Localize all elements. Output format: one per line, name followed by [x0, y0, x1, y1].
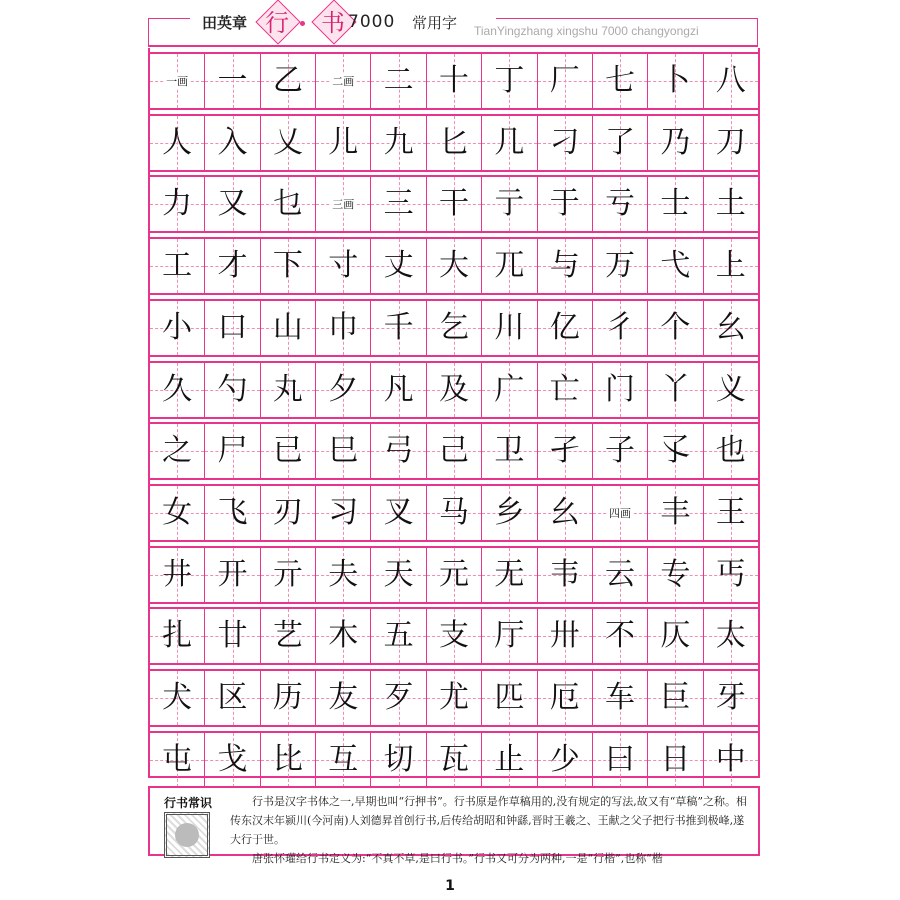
title-char-shu: 书	[321, 9, 345, 37]
calligraphy-character: 刁	[549, 124, 580, 160]
grid-cell	[261, 54, 316, 108]
calligraphy-character: 井	[162, 556, 193, 592]
calligraphy-character: 万	[605, 248, 636, 284]
calligraphy-character: 曰	[605, 741, 636, 777]
grid-cell	[482, 424, 537, 478]
calligraphy-character: 不	[605, 618, 636, 654]
calligraphy-character: 丈	[383, 248, 414, 284]
grid-cell	[261, 363, 316, 417]
grid-cell	[538, 363, 593, 417]
seal-emblem-icon	[164, 812, 210, 858]
calligraphy-character: 及	[438, 371, 469, 407]
grid-cell	[538, 301, 593, 355]
grid-cell	[261, 671, 316, 725]
grid-cell	[593, 54, 648, 108]
grid-cell	[371, 548, 426, 602]
character-count: 7000	[348, 12, 396, 32]
grid-cell	[482, 548, 537, 602]
grid-cell	[150, 177, 205, 231]
calligraphy-character: 中	[715, 741, 746, 777]
calligraphy-character: 支	[438, 618, 469, 654]
grid-cell	[593, 116, 648, 170]
grid-row	[150, 484, 758, 542]
page-number: 1	[445, 878, 455, 894]
grid-cell	[316, 486, 371, 540]
grid-cell	[538, 424, 593, 478]
calligraphy-character: 丐	[715, 556, 746, 592]
calligraphy-character: 凡	[383, 371, 414, 407]
calligraphy-character: 又	[217, 186, 248, 222]
grid-cell	[648, 671, 703, 725]
calligraphy-character: 与	[549, 248, 580, 284]
grid-cell	[593, 486, 648, 540]
grid-cell	[371, 486, 426, 540]
grid-cell	[648, 116, 703, 170]
grid-cell	[371, 671, 426, 725]
grid-cell	[482, 116, 537, 170]
header-rule-left-vertical	[148, 18, 149, 46]
calligraphy-character: 川	[494, 309, 525, 345]
calligraphy-character: 才	[217, 248, 248, 284]
grid-cell	[150, 301, 205, 355]
grid-cell	[371, 424, 426, 478]
calligraphy-character: 比	[272, 741, 303, 777]
calligraphy-character: 马	[438, 494, 469, 530]
grid-row	[150, 731, 758, 789]
calligraphy-character: 口	[217, 309, 248, 345]
calligraphy-character: 勺	[217, 371, 248, 407]
calligraphy-character: 力	[162, 186, 193, 222]
grid-cell	[316, 424, 371, 478]
grid-cell	[316, 301, 371, 355]
grid-cell	[538, 177, 593, 231]
calligraphy-character: 犬	[162, 680, 193, 715]
grid-row	[150, 52, 758, 110]
calligraphy-character: 艺	[272, 618, 303, 654]
calligraphy-character: 匕	[438, 124, 469, 160]
calligraphy-character: 一	[217, 63, 248, 98]
grid-row	[150, 361, 758, 419]
grid-cell	[150, 733, 205, 787]
calligraphy-character: 厂	[549, 63, 580, 98]
grid-cell	[427, 116, 482, 170]
grid-cell	[648, 486, 703, 540]
grid-cell	[648, 424, 703, 478]
calligraphy-character: 八	[715, 63, 746, 98]
grid-cell	[538, 733, 593, 787]
grid-cell	[593, 424, 648, 478]
grid-row	[150, 114, 758, 172]
pinyin-subtitle: TianYingzhang xingshu 7000 changyongzi	[474, 24, 699, 38]
grid-cell	[205, 486, 260, 540]
calligraphy-character: 卫	[494, 433, 525, 469]
grid-cell	[427, 548, 482, 602]
grid-row	[150, 299, 758, 357]
calligraphy-character: 丸	[272, 371, 303, 407]
grid-cell	[593, 733, 648, 787]
grid-cell	[371, 301, 426, 355]
calligraphy-character: 孑	[549, 433, 580, 469]
grid-cell	[427, 177, 482, 231]
grid-row	[150, 422, 758, 480]
calligraphy-character: 丰	[660, 494, 691, 530]
calligraphy-character: 彳	[605, 309, 636, 345]
calligraphy-character: 门	[605, 371, 636, 407]
calligraphy-character: 牙	[715, 680, 746, 715]
calligraphy-character: 上	[715, 248, 746, 284]
calligraphy-character: 个	[660, 309, 691, 345]
calligraphy-character: 山	[272, 309, 303, 345]
grid-cell	[205, 733, 260, 787]
calligraphy-character: 十	[438, 63, 469, 98]
calligraphy-character: 巾	[328, 309, 359, 345]
grid-cell	[261, 548, 316, 602]
calligraphy-character: 屯	[162, 741, 193, 777]
grid-cell	[371, 116, 426, 170]
calligraphy-character: 小	[162, 309, 193, 345]
grid-cell	[205, 116, 260, 170]
calligraphy-character: 子	[605, 433, 636, 469]
calligraphy-character: 匹	[494, 680, 525, 715]
grid-row	[150, 669, 758, 727]
grid-cell	[427, 671, 482, 725]
grid-cell	[316, 671, 371, 725]
grid-cell	[538, 609, 593, 663]
calligraphy-character: 日	[660, 741, 691, 777]
practice-grid	[148, 48, 760, 778]
calligraphy-character: 夫	[328, 556, 359, 592]
grid-cell	[261, 609, 316, 663]
calligraphy-character: 卅	[549, 618, 580, 654]
grid-cell	[482, 239, 537, 293]
grid-cell	[538, 671, 593, 725]
grid-cell	[150, 486, 205, 540]
grid-cell	[704, 116, 758, 170]
grid-cell	[205, 301, 260, 355]
calligraphy-character: 土	[715, 186, 746, 222]
calligraphy-character: 二	[383, 63, 414, 98]
grid-row	[150, 237, 758, 295]
grid-cell	[427, 54, 482, 108]
grid-cell	[482, 733, 537, 787]
calligraphy-character: 干	[438, 186, 469, 222]
calligraphy-character: 叉	[383, 494, 414, 530]
calligraphy-character: 习	[328, 494, 359, 530]
grid-cell	[205, 548, 260, 602]
grid-cell	[593, 177, 648, 231]
calligraphy-character: 下	[272, 248, 303, 284]
grid-cell	[482, 486, 537, 540]
calligraphy-character: 亏	[605, 186, 636, 222]
grid-cell	[427, 486, 482, 540]
grid-cell	[704, 548, 758, 602]
calligraphy-character: 也	[715, 433, 746, 469]
grid-cell	[538, 486, 593, 540]
grid-cell	[704, 301, 758, 355]
calligraphy-character: 亓	[272, 556, 303, 592]
calligraphy-character: 广	[494, 371, 525, 407]
grid-cell	[538, 548, 593, 602]
calligraphy-character: 巳	[328, 433, 359, 469]
calligraphy-character: 女	[162, 494, 193, 530]
grid-cell	[150, 239, 205, 293]
grid-cell	[150, 548, 205, 602]
grid-row	[150, 607, 758, 665]
grid-cell	[538, 239, 593, 293]
stroke-count-label: 三画	[332, 198, 355, 212]
calligraphy-character: 于	[549, 186, 580, 222]
calligraphy-character: 弋	[660, 248, 691, 284]
calligraphy-character: 弓	[383, 433, 414, 469]
grid-cell	[371, 239, 426, 293]
grid-cell	[316, 54, 371, 108]
calligraphy-character: 尤	[438, 680, 469, 715]
grid-cell	[371, 54, 426, 108]
grid-cell	[205, 671, 260, 725]
calligraphy-character: 无	[494, 556, 525, 592]
calligraphy-character: 厅	[494, 618, 525, 654]
calligraphy-character: 仄	[660, 618, 691, 654]
grid-cell	[704, 177, 758, 231]
grid-cell	[261, 486, 316, 540]
calligraphy-character: 扎	[162, 618, 193, 654]
calligraphy-character: 三	[383, 186, 414, 222]
grid-cell	[150, 116, 205, 170]
grid-cell	[593, 609, 648, 663]
calligraphy-character: 五	[383, 618, 414, 654]
stroke-count-label: 四画	[609, 506, 632, 520]
grid-cell	[704, 239, 758, 293]
calligraphy-character: 卜	[660, 63, 691, 98]
grid-cell	[482, 301, 537, 355]
grid-cell	[648, 177, 703, 231]
calligraphy-character: 王	[715, 494, 746, 530]
title-char-xing: 行	[265, 9, 289, 37]
grid-cell	[427, 301, 482, 355]
stroke-count-label: 二画	[332, 75, 355, 88]
calligraphy-character: 兀	[494, 248, 525, 284]
grid-cell	[150, 424, 205, 478]
grid-cell	[648, 301, 703, 355]
calligraphy-character: 工	[162, 248, 193, 284]
calligraphy-character: 云	[605, 556, 636, 592]
grid-row	[150, 546, 758, 604]
calligraphy-character: 乙	[272, 63, 303, 98]
calligraphy-character: 千	[383, 309, 414, 345]
grid-cell	[704, 54, 758, 108]
subtitle-label: 常用字	[412, 14, 458, 32]
grid-cell	[150, 671, 205, 725]
grid-cell	[593, 548, 648, 602]
calligraphy-character: 专	[660, 556, 691, 592]
calligraphy-character: 天	[383, 556, 414, 592]
calligraphy-character: 厄	[549, 680, 580, 715]
grid-cell	[371, 363, 426, 417]
page-header	[148, 0, 758, 48]
grid-cell	[704, 733, 758, 787]
calligraphy-character: 七	[605, 63, 636, 98]
grid-cell	[482, 363, 537, 417]
info-box	[148, 786, 760, 865]
grid-cell	[205, 177, 260, 231]
calligraphy-character: 幺	[715, 309, 746, 345]
calligraphy-character: 区	[217, 680, 248, 715]
grid-row	[150, 175, 758, 233]
calligraphy-character: 木	[328, 618, 359, 654]
grid-cell	[316, 239, 371, 293]
calligraphy-character: 元	[438, 556, 469, 592]
grid-cell	[261, 424, 316, 478]
grid-cell	[593, 671, 648, 725]
grid-cell	[316, 363, 371, 417]
calligraphy-character: 刀	[715, 124, 746, 160]
grid-cell	[648, 239, 703, 293]
calligraphy-character: 瓦	[438, 741, 469, 777]
grid-cell	[371, 733, 426, 787]
calligraphy-character: 几	[494, 124, 525, 160]
grid-cell	[427, 609, 482, 663]
calligraphy-character: 刃	[272, 494, 303, 530]
calligraphy-character: 亿	[549, 309, 580, 345]
calligraphy-character: 夕	[328, 371, 359, 407]
calligraphy-character: 巨	[660, 680, 691, 715]
grid-cell	[704, 363, 758, 417]
calligraphy-character: 切	[383, 741, 414, 777]
calligraphy-character: 乃	[660, 124, 691, 160]
calligraphy-character: 大	[438, 248, 469, 284]
grid-cell	[316, 548, 371, 602]
calligraphy-character: 乡	[494, 494, 525, 530]
calligraphy-character: 丁	[494, 63, 525, 98]
calligraphy-character: 车	[605, 680, 636, 715]
calligraphy-character: 孓	[660, 433, 691, 469]
grid-cell	[482, 54, 537, 108]
calligraphy-character: 久	[162, 371, 193, 407]
calligraphy-character: 开	[217, 556, 248, 592]
calligraphy-character: 乂	[272, 124, 303, 160]
grid-cell	[482, 671, 537, 725]
calligraphy-character: 幺	[549, 494, 580, 530]
grid-cell	[150, 54, 205, 108]
calligraphy-character: 九	[383, 124, 414, 160]
calligraphy-character: 儿	[328, 124, 359, 160]
grid-cell	[316, 116, 371, 170]
calligraphy-character: 义	[715, 371, 746, 407]
grid-cell	[593, 363, 648, 417]
calligraphy-character: 尸	[217, 433, 248, 469]
grid-cell	[261, 239, 316, 293]
grid-cell	[482, 609, 537, 663]
header-rule-bottom	[148, 45, 758, 47]
info-body	[230, 792, 750, 868]
grid-cell	[593, 301, 648, 355]
calligraphy-character: 友	[328, 680, 359, 715]
grid-cell	[538, 54, 593, 108]
calligraphy-character: 了	[605, 124, 636, 160]
grid-cell	[261, 733, 316, 787]
calligraphy-character: 入	[217, 124, 248, 160]
grid-cell	[205, 609, 260, 663]
grid-cell	[427, 424, 482, 478]
grid-cell	[648, 733, 703, 787]
grid-cell	[704, 609, 758, 663]
grid-cell	[648, 609, 703, 663]
header-rule-right-vertical	[757, 18, 758, 46]
calligraphy-character: 之	[162, 433, 193, 469]
grid-cell	[704, 424, 758, 478]
calligraphy-character: 乞	[438, 309, 469, 345]
header-rule-right	[496, 18, 758, 19]
grid-cell	[205, 54, 260, 108]
calligraphy-character: 人	[162, 124, 193, 160]
grid-cell	[371, 177, 426, 231]
calligraphy-character: 寸	[328, 248, 359, 284]
calligraphy-character: 亍	[494, 186, 525, 222]
author-name: 田英章	[202, 14, 248, 32]
grid-cell	[593, 239, 648, 293]
calligraphy-character: 己	[438, 433, 469, 469]
grid-cell	[316, 609, 371, 663]
grid-cell	[261, 301, 316, 355]
info-paragraph: 唐张怀瓘给行书定义为:“不真不草,是曰行书。”行书又可分为两种,一是“行楷”,也称“楷	[252, 852, 663, 865]
calligraphy-character: 亡	[549, 371, 580, 407]
grid-cell	[205, 424, 260, 478]
dot-separator-icon	[300, 21, 305, 26]
grid-cell	[704, 671, 758, 725]
grid-cell	[150, 609, 205, 663]
info-title: 行书常识	[164, 796, 213, 810]
grid-cell	[538, 116, 593, 170]
grid-cell	[482, 177, 537, 231]
grid-cell	[648, 548, 703, 602]
calligraphy-character: 韦	[549, 556, 580, 592]
calligraphy-character: 丫	[660, 371, 691, 407]
calligraphy-character: 飞	[217, 494, 248, 530]
calligraphy-character: 乜	[272, 186, 303, 222]
calligraphy-character: 士	[660, 186, 691, 222]
calligraphy-character: 历	[272, 680, 303, 715]
calligraphy-character: 戈	[217, 741, 248, 777]
grid-cell	[371, 609, 426, 663]
calligraphy-character: 廿	[217, 618, 248, 654]
grid-cell	[150, 363, 205, 417]
grid-cell	[205, 239, 260, 293]
calligraphy-character: 互	[328, 741, 359, 777]
grid-cell	[316, 733, 371, 787]
grid-cell	[427, 733, 482, 787]
calligraphy-character: 止	[494, 741, 525, 777]
info-paragraph: 行书是汉字书体之一,早期也叫“行押书”。行书原是作草稿用的,没有规定的写法,故又有“草稿”之称。相传东汉末年颍川(今河南)人刘德昇首创行书,后传给胡昭和钟繇,晋时王羲之、王献之父子把行书推到极峰,遂大行于世。	[230, 795, 747, 846]
grid-cell	[261, 116, 316, 170]
header-rule-left	[148, 18, 190, 19]
grid-cell	[648, 54, 703, 108]
calligraphy-character: 歹	[383, 680, 414, 715]
grid-cell	[704, 486, 758, 540]
stroke-count-label: 一画	[166, 75, 189, 88]
grid-cell	[427, 239, 482, 293]
calligraphy-character: 少	[549, 741, 580, 777]
grid-cell	[648, 363, 703, 417]
grid-cell	[427, 363, 482, 417]
grid-cell	[205, 363, 260, 417]
calligraphy-character: 已	[272, 433, 303, 469]
grid-cell	[316, 177, 371, 231]
calligraphy-character: 太	[715, 618, 746, 654]
grid-cell	[261, 177, 316, 231]
